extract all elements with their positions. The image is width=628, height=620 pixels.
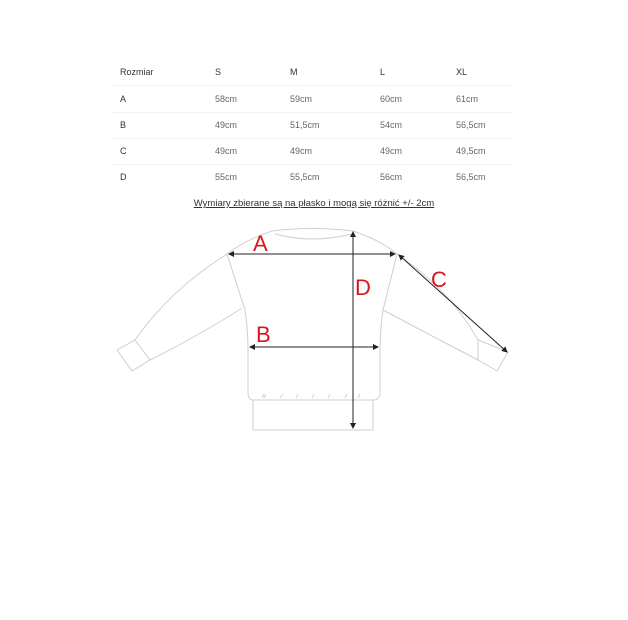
label-d: D — [355, 275, 371, 300]
header-s: S — [215, 67, 222, 77]
cell: 55cm — [215, 172, 238, 182]
header-size: Rozmiar — [120, 67, 154, 77]
cell: 59cm — [290, 94, 313, 104]
cell: 56,5cm — [456, 120, 486, 130]
label-c: C — [431, 267, 447, 292]
cell: 55,5cm — [290, 172, 320, 182]
row-label: A — [120, 94, 127, 104]
row-label: D — [120, 172, 127, 182]
cell: 56,5cm — [456, 172, 486, 182]
label-b: B — [256, 322, 271, 347]
cell: 49cm — [290, 146, 313, 156]
cell: 56cm — [380, 172, 403, 182]
cell: 49cm — [215, 146, 238, 156]
header-m: M — [290, 67, 298, 77]
label-a: A — [253, 231, 268, 256]
cell: 54cm — [380, 120, 403, 130]
measurement-note: Wymiary zbierane są na płasko i mogą się różnić +/- 2cm — [193, 198, 435, 209]
row-label: B — [120, 120, 127, 130]
cell: 60cm — [380, 94, 403, 104]
header-xl: XL — [456, 67, 468, 77]
header-l: L — [380, 67, 386, 77]
measure-line-c — [399, 255, 507, 352]
cell: 49,5cm — [456, 146, 486, 156]
cell: 58cm — [215, 94, 238, 104]
measurement-lines — [229, 232, 507, 428]
cell: 51,5cm — [290, 120, 320, 130]
sweatshirt-outline — [117, 229, 508, 431]
cell: 49cm — [380, 146, 403, 156]
row-label: C — [120, 146, 127, 156]
cell: 49cm — [215, 120, 238, 130]
cell: 61cm — [456, 94, 479, 104]
